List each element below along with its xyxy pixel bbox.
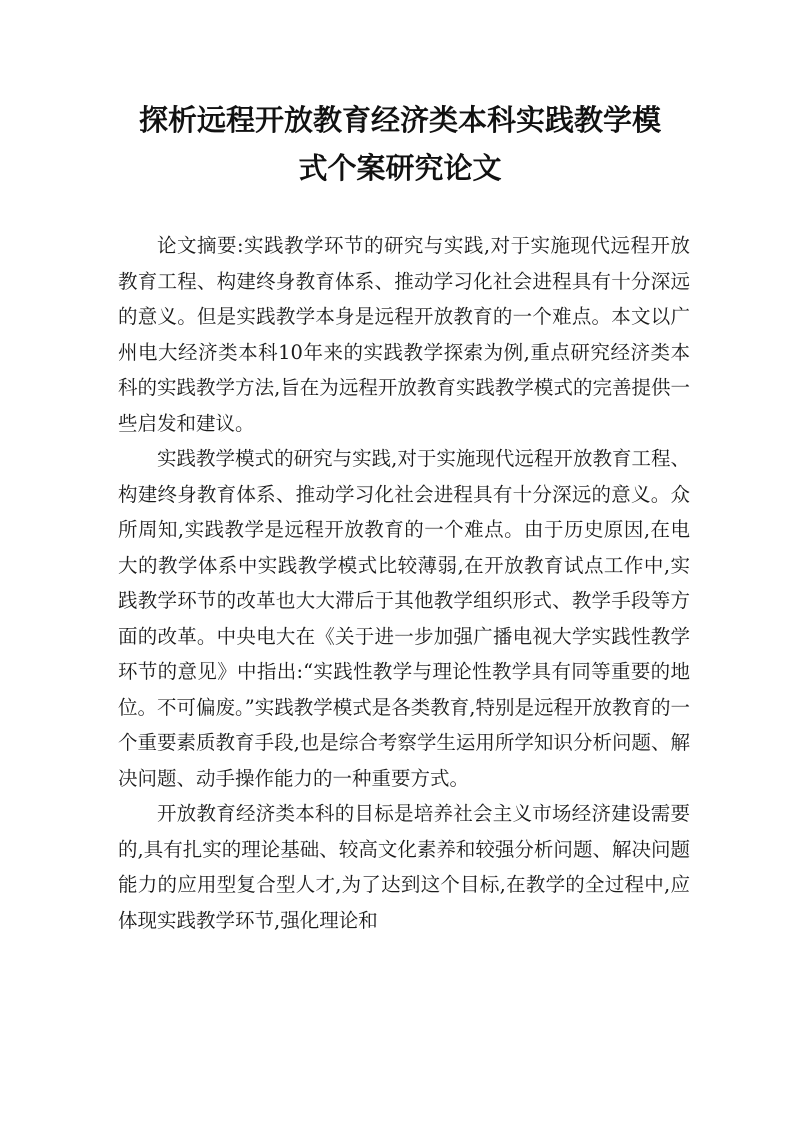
abstract-paragraph: 论文摘要:实践教学环节的研究与实践,对于实施现代远程开放教育工程、构建终身教育体系、推动学习化社会进程具有十分深远的意义。但是实践教学本身是远程开放教育的一个难点。本文以广州电大经济类本科10年来的实践教学探索为例,重点研究经济类本科的实践教学方法,旨在为远程开放教育实践教学模式的完善提供一些启发和建议。	[118, 234, 690, 435]
document-title	[100, 96, 700, 192]
title-line-1: 探析远程开放教育经济类本科实践教学模	[138, 103, 661, 137]
title-line-2: 式个案研究论文	[298, 151, 502, 185]
body-paragraph-1: 实践教学模式的研究与实践,对于实施现代远程开放教育工程、构建终身教育体系、推动学习化社会进程具有十分深远的意义。众所周知,实践教学是远程开放教育的一个难点。由于历史原因,在电大的教学体系中实践教学模式比较薄弱,在开放教育试点工作中,实践教学环节的改革也大大滞后于其他教学组织形式、教学手段等方面的改革。中央电大在《关于进一步加强广播电视大学实践性教学环节的意见》中指出:“实践性教学与理论性教学具有同等重要的地位。不可偏废。”实践教学模式是各类教育,特别是远程开放教育的一个重要素质教育手段,也是综合考察学生运用所学知识分析问题、解决问题、动手操作能力的一种重要方式。	[118, 447, 690, 790]
document-body	[118, 228, 690, 938]
body-paragraph-2: 开放教育经济类本科的目标是培养社会主义市场经济建设需要的,具有扎实的理论基础、较高文化素养和较强分析问题、解决问题能力的应用型复合型人才,为了达到这个目标,在教学的全过程中,应体现实践教学环节,强化理论和	[118, 802, 690, 932]
